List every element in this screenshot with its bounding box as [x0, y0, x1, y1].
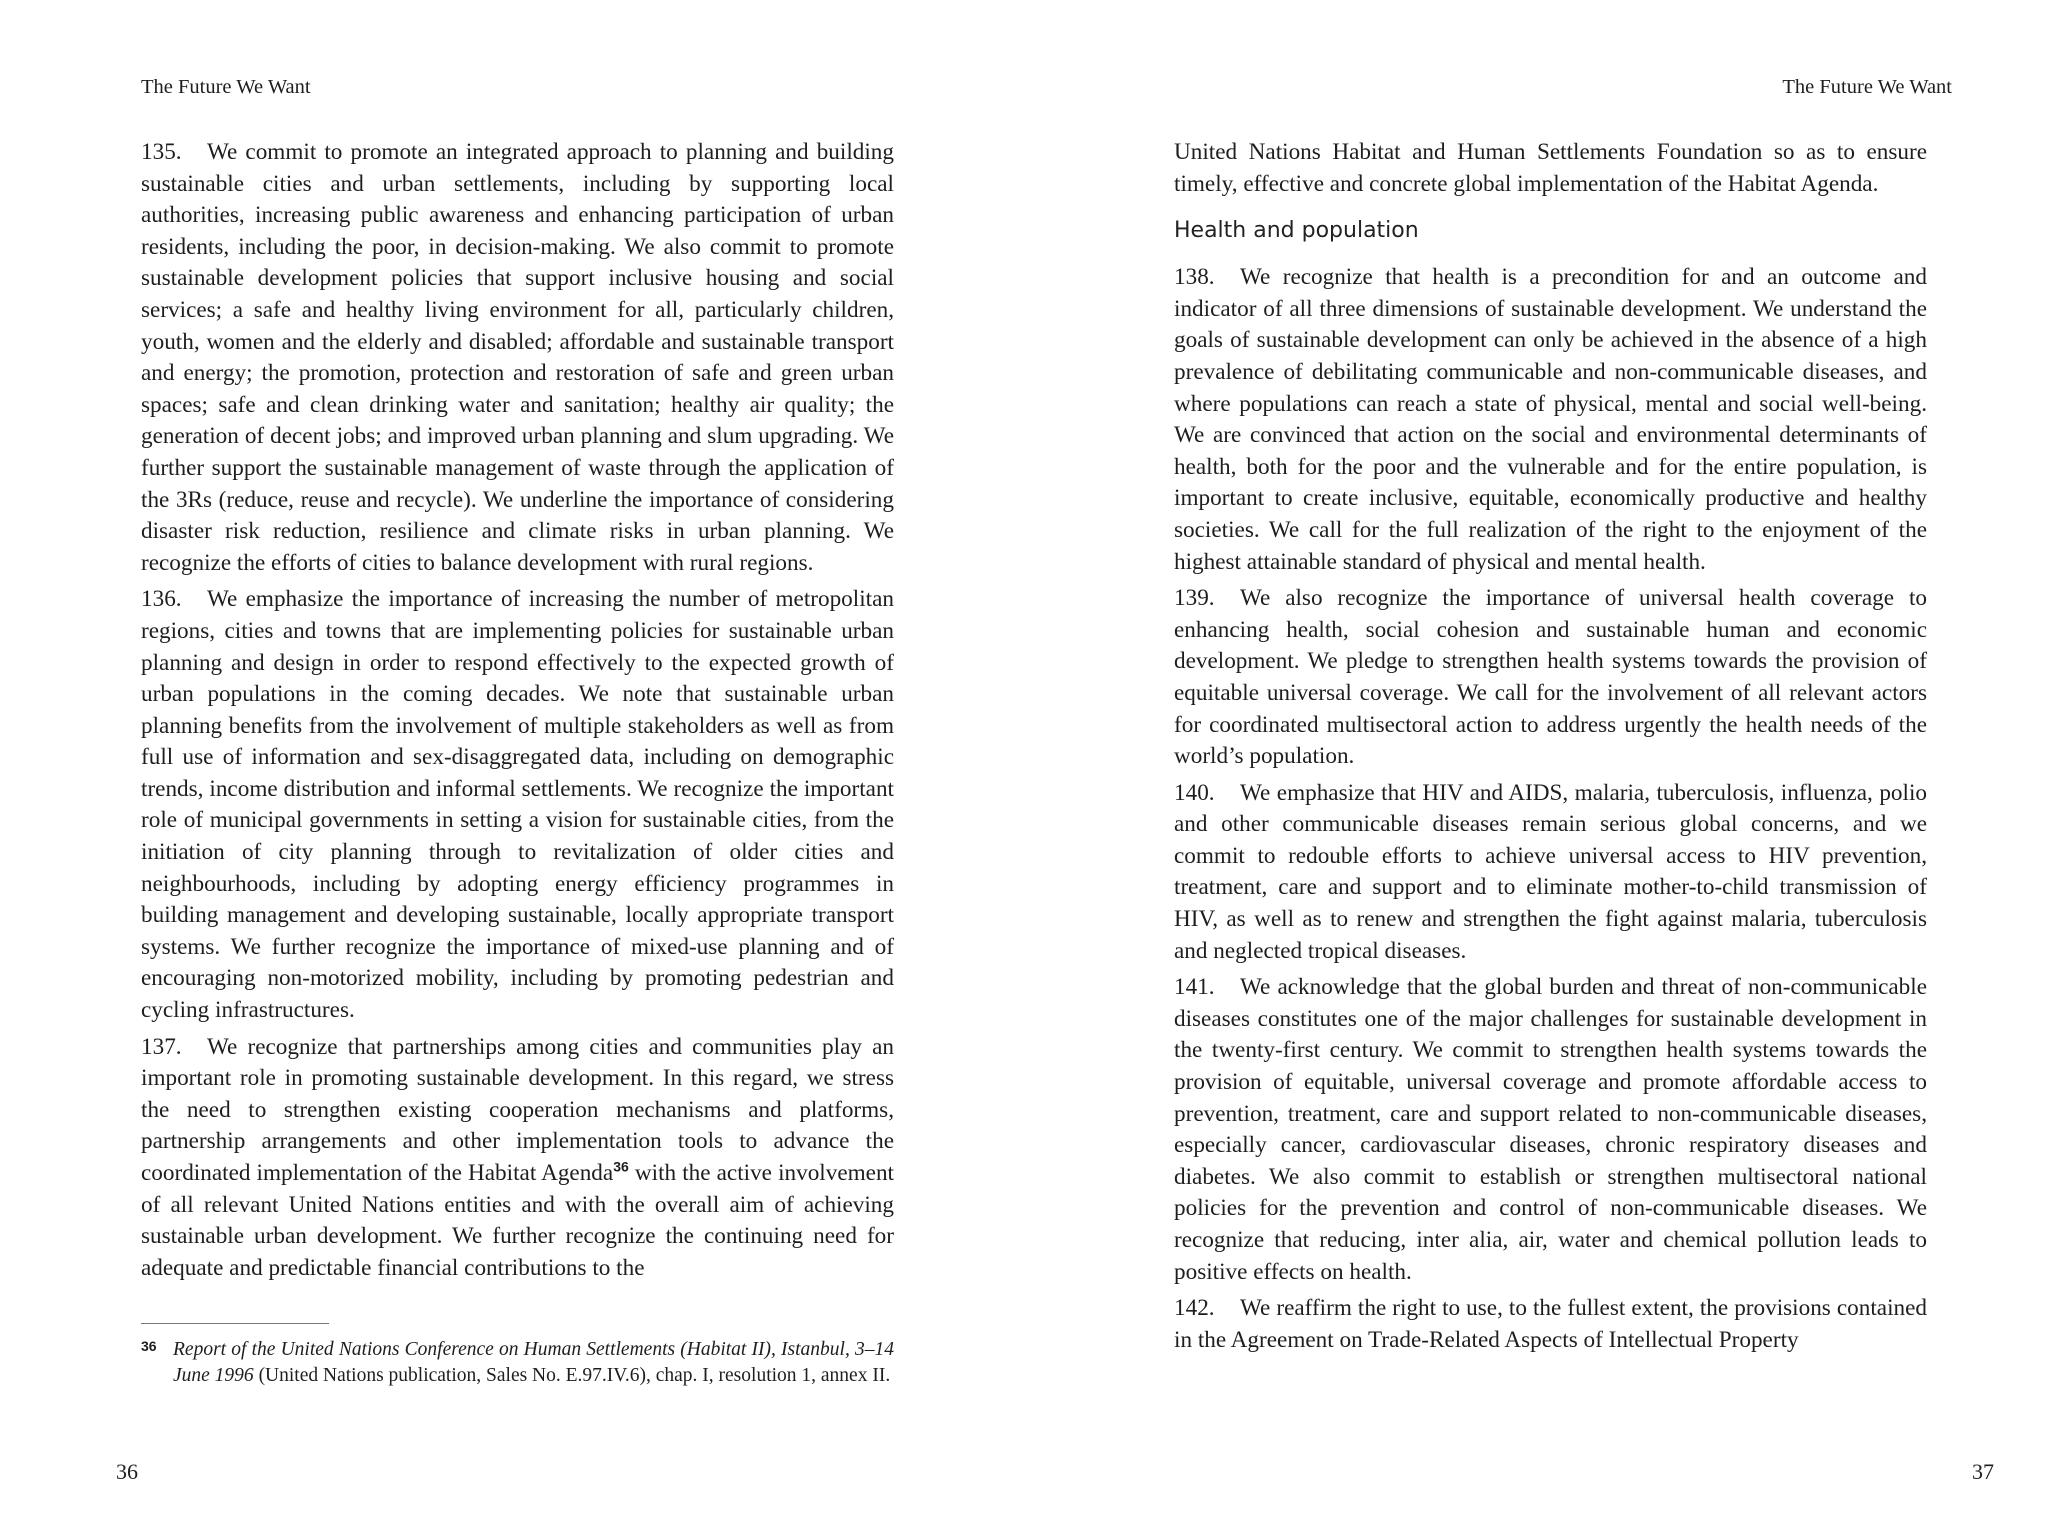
footnote-text: (United Nations publication, Sales No. E.97.IV.6), chap. I, resolution 1, annex II.	[253, 1365, 891, 1386]
paragraph-number: 135.	[141, 139, 182, 165]
paragraph-number: 142.	[1174, 1295, 1215, 1322]
paragraph-136	[141, 584, 894, 1026]
footnote-title: Report of the United Nations Conference on Human Settlements (Habitat II), Istanbul, 3–14 June 1996	[173, 1339, 894, 1386]
page-number-left: 36	[116, 1459, 138, 1484]
continued-paragraph: United Nations Habitat and Human Settlements Foundation so as to ensure timely, effective and concrete global implementation of the Habitat Agenda.	[1174, 139, 1927, 197]
paragraph-number: 137.	[141, 1033, 182, 1060]
paragraph-number: 140.	[1174, 779, 1215, 806]
paragraph-text: We also recognize the importance of universal health coverage to enhancing health, social cohesion and sustainable human and economic development. We pledge to strengthen health systems towards the provision of equitable universal coverage. We call for the involvement of all relevant actors for coordinated multisectoral action to address urgently the health needs of the world’s population.	[1174, 585, 1927, 770]
footnote-mark: 36	[141, 1338, 157, 1354]
paragraph-text: We recognize that health is a precondition for and an outcome and indicator of all three dimensions of sustainable development. We understand the goals of sustainable development can only be achieved in the absence of a high prevalence of debilitating communicable and non-communicable diseases, and where populations can reach a state of physical, mental and social well-being. We are convinced that action on the social and environmental determinants of health, both for the poor and the vulnerable and for the entire population, is important to create inclusive, equitable, economically productive and healthy societies. We call for the full realization of the right to the enjoyment of the highest attainable standard of physical and mental health.	[1174, 264, 1927, 575]
paragraph-text: We commit to promote an integrated approach to planning and building sustainable cities and urban settlements, including by supporting local authorities, increasing public awareness and enhancing participation of urban residents, including the poor, in decision-making. We also commit to promote sustainable development policies that support inclusive housing and social services; a safe and healthy living environment for all, particularly children, youth, women and the elderly and disabled; affordable and sustainable transport and energy; the promotion, protection and restoration of safe and green urban spaces; safe and clean drinking water and sanitation; healthy air quality; the generation of decent jobs; and improved urban planning and slum upgrading. We further support the sustainable management of waste through the application of the 3Rs (reduce, reuse and recycle). We underline the importance of considering disaster risk reduction, resilience and climate risks in urban planning. We recognize the efforts of cities to balance development with rural regions.	[141, 139, 894, 576]
paragraph-number: 139.	[1174, 585, 1215, 612]
left-text-column	[141, 137, 894, 1289]
running-head-right: The Future We Want	[1782, 76, 1952, 98]
paragraph-text: We reaffirm the right to use, to the fullest extent, the provisions contained in the Agreement on Trade-Related Aspects of Intellectual Property	[1174, 1295, 1927, 1353]
paragraph-139	[1174, 583, 1927, 773]
footnote-reference[interactable]: 36	[613, 1158, 629, 1175]
paragraph-140	[1174, 778, 1927, 968]
paragraph-text: We emphasize the importance of increasing the number of metropolitan regions, cities and towns that are implementing policies for sustainable urban planning and design in order to respond effectively to the expected growth of urban populations in the coming decades. We note that sustainable urban planning benefits from the involvement of multiple stakeholders as well as from full use of information and sex-disaggregated data, including on demographic trends, income distribution and informal settlements. We recognize the important role of municipal governments in setting a vision for sustainable cities, from the initiation of city planning through to revitalization of older cities and neighbourhoods, including by adopting energy efficiency programmes in building management and developing sustainable, locally appropriate transport systems. We further recognize the importance of mixed-use planning and of encouraging non-motorized mobility, including by promoting pedestrian and cycling infrastructures.	[141, 586, 894, 1024]
right-text-column	[1174, 137, 1927, 1361]
section-heading: Health and population	[1174, 218, 1419, 244]
paragraph-138	[1174, 262, 1927, 578]
paragraph-135	[141, 137, 894, 579]
paragraph-141	[1174, 972, 1927, 1288]
paragraph-142	[1174, 1293, 1927, 1356]
paragraph-text: We emphasize that HIV and AIDS, malaria, tuberculosis, influenza, polio and other communicable diseases remain serious global concerns, and we commit to redouble efforts to achieve universal access to HIV prevention, treatment, care and support and to eliminate mother-to-child transmission of HIV, as well as to renew and strengthen the fight against malaria, tuberculosis and neglected tropical diseases.	[1174, 779, 1927, 964]
footnote-36	[141, 1337, 894, 1389]
right-page	[1024, 0, 2048, 1536]
page-number-right: 37	[1972, 1459, 1994, 1484]
footnote-divider	[141, 1323, 329, 1324]
paragraph-text: We acknowledge that the global burden and threat of non-communicable diseases constitutes one of the major challenges for sustainable development in the twenty-first century. We commit to strengthen health systems towards the provision of equitable, universal coverage and promote affordable access to prevention, treatment, care and support related to non-communicable diseases, especially cancer, cardiovascular diseases, chronic respiratory diseases and diabetes. We also commit to establish or strengthen multisectoral national policies for the prevention and control of non-communicable diseases. We recognize that reducing, inter alia, air, water and chemical pollution leads to positive effects on health.	[1174, 974, 1927, 1285]
paragraph-number: 141.	[1174, 974, 1215, 1001]
footnote-body	[173, 1337, 894, 1389]
paragraph-text-continued: with the active involvement of all relevant United Nations entities and with the overall aim of achieving sustainable urban development. We further recognize the continuing need for adequate and predictable financial contributions to the	[141, 1160, 894, 1281]
paragraph-137	[141, 1032, 894, 1285]
paragraph-number: 138.	[1174, 264, 1215, 291]
running-head-left: The Future We Want	[141, 76, 311, 98]
paragraph-text: We recognize that partnerships among cities and communities play an important role in promoting sustainable development. In this regard, we stress the need to strengthen existing cooperation mechanisms and platforms, partnership arrangements and other implementation tools to advance the coordinated implementation of the Habitat Agenda	[141, 1033, 894, 1186]
paragraph-number: 136.	[141, 586, 182, 613]
